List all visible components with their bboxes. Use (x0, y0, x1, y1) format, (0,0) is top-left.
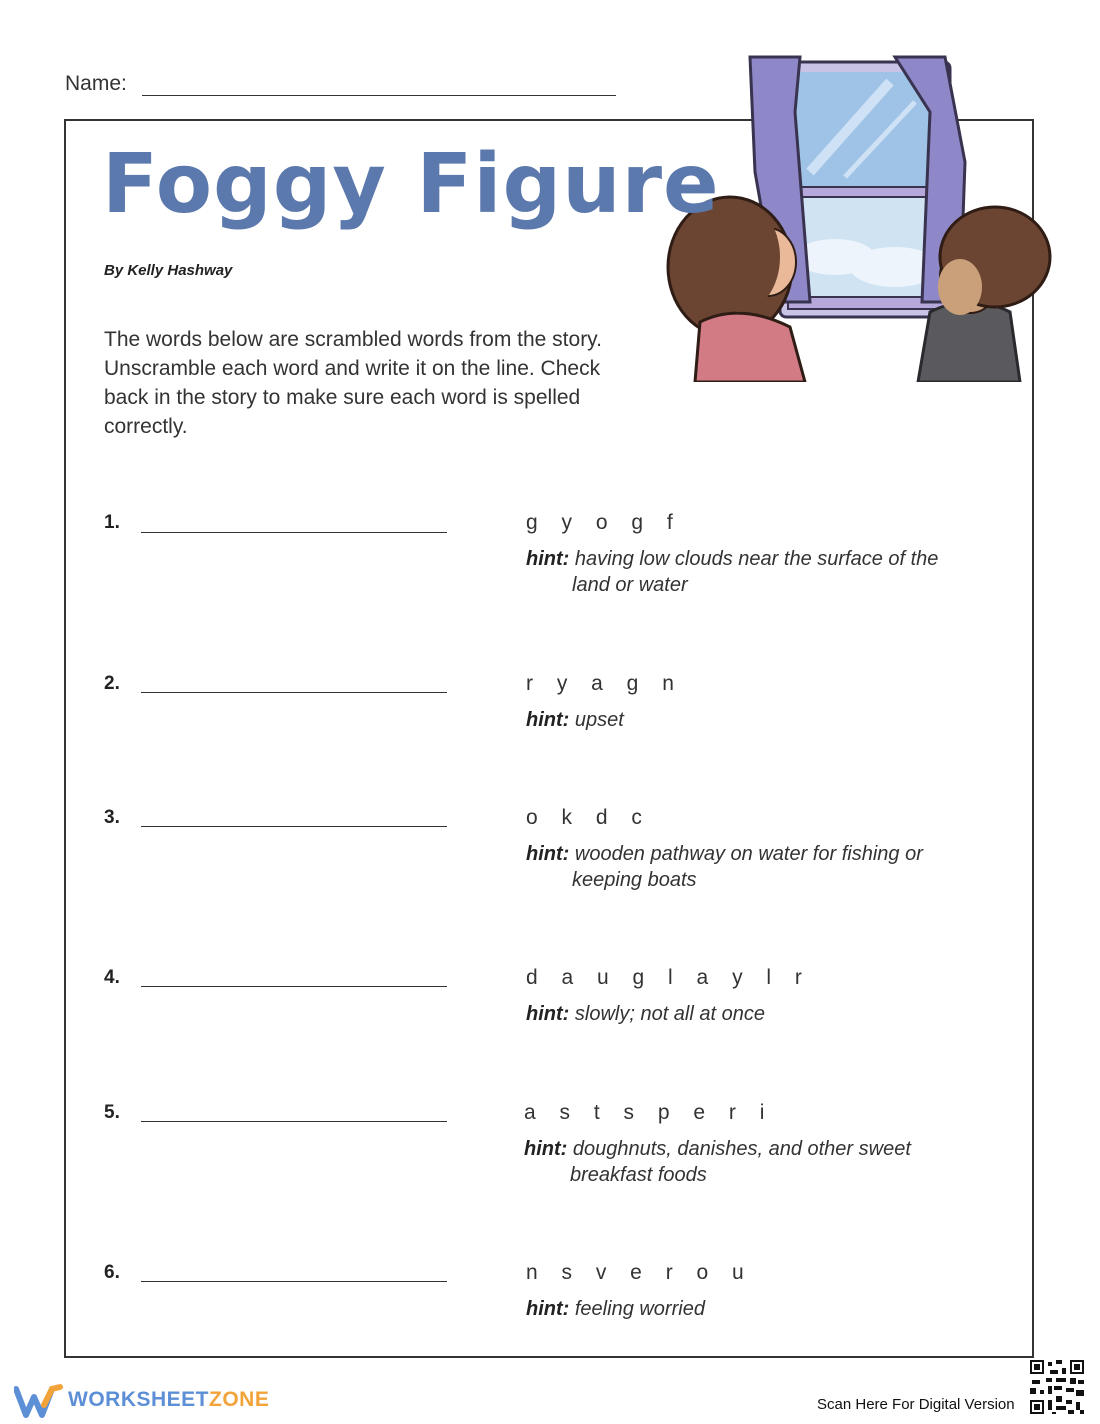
instructions-text: The words below are scrambled words from the story. Unscramble each word and write it on the line. Check back in the story to make sure each word is spelled correctly. (104, 328, 602, 438)
question-number: 5. (104, 1102, 120, 1123)
hint-text (526, 1296, 976, 1322)
hint-line-1: feeling worried (574, 1298, 705, 1320)
hint-label: hint: (526, 1003, 570, 1025)
hint-line-1: doughnuts, danishes, and other sweet (572, 1138, 911, 1160)
question-number: 2. (104, 673, 120, 694)
hint-line-2: keeping boats (572, 869, 697, 891)
worksheet-title: Foggy Figure (102, 137, 720, 232)
name-field-line[interactable] (142, 95, 616, 96)
hint-text (526, 546, 976, 598)
hint-line-1: having low clouds near the surface of the (574, 548, 939, 570)
hint-text (526, 707, 976, 733)
brand-part-2: ZONE (209, 1388, 270, 1411)
scrambled-word: g y o g f (526, 511, 682, 534)
answer-line[interactable] (141, 1121, 447, 1122)
scrambled-word: a s t s p e r i (524, 1101, 774, 1124)
qr-code-icon[interactable] (1028, 1358, 1086, 1416)
hint-label: hint: (524, 1138, 568, 1160)
hint-text (526, 841, 976, 893)
hint-line-1: upset (574, 709, 624, 731)
hint-label: hint: (526, 843, 570, 865)
hint-label: hint: (526, 1298, 570, 1320)
scrambled-word: r y a g n (526, 672, 683, 695)
question-number: 6. (104, 1262, 120, 1283)
question-number: 3. (104, 807, 120, 828)
name-label: Name: (65, 72, 127, 95)
answer-line[interactable] (141, 986, 447, 987)
hint-text (526, 1001, 976, 1027)
scrambled-word: n s v e r o u (526, 1261, 753, 1284)
hint-line-1: wooden pathway on water for fishing or (574, 843, 923, 865)
window-illustration (660, 52, 1060, 382)
question-number: 1. (104, 512, 120, 533)
question-number: 4. (104, 967, 120, 988)
brand-name[interactable] (68, 1388, 269, 1412)
hint-label: hint: (526, 548, 570, 570)
worksheetzone-logo-icon (14, 1383, 64, 1419)
answer-line[interactable] (141, 1281, 447, 1282)
brand-part-1: WORKSHEET (68, 1388, 209, 1411)
hint-line-1: slowly; not all at once (574, 1003, 765, 1025)
hint-text (524, 1136, 974, 1188)
hint-label: hint: (526, 709, 570, 731)
answer-line[interactable] (141, 692, 447, 693)
answer-line[interactable] (141, 532, 447, 533)
scrambled-word: d a u g l a y l r (526, 966, 811, 989)
scrambled-word: o k d c (526, 806, 651, 829)
hint-line-2: land or water (572, 574, 688, 596)
answer-line[interactable] (141, 826, 447, 827)
scan-label: Scan Here For Digital Version (817, 1396, 1015, 1413)
hint-line-2: breakfast foods (570, 1164, 707, 1186)
author-byline: By Kelly Hashway (104, 262, 233, 279)
